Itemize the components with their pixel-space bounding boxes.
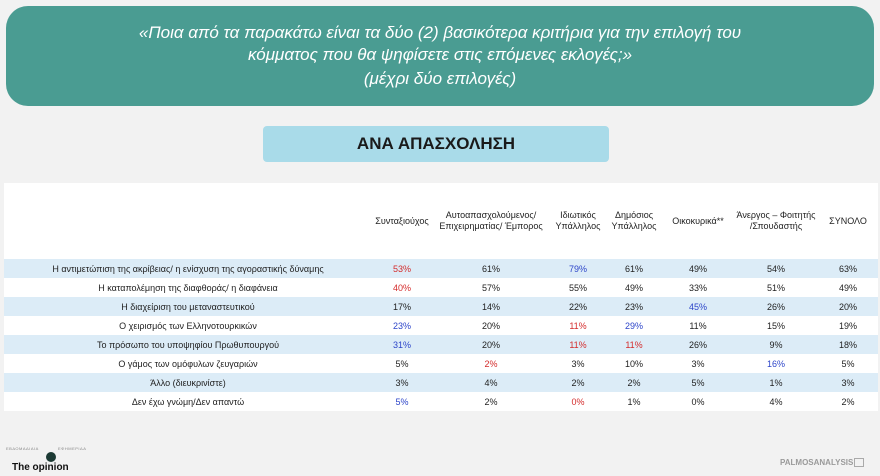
table-cell: 2% [571,377,585,388]
row-label: Δεν έχω γνώμη/Δεν απαντώ [131,396,245,407]
table-cell: 3% [691,358,705,369]
opinion-logo [6,446,126,474]
column-header: Ιδιωτικός Υπάλληλος [555,210,601,231]
column-header: Δημόσιος Υπάλληλος [611,210,657,231]
palmos-box-icon [854,458,864,467]
table-cell: 19% [838,320,857,331]
table-cell: 20% [481,339,500,350]
table-cell: 3% [395,377,409,388]
palmos-logo [780,458,864,467]
table-cell: 3% [571,358,585,369]
table-row [4,392,878,411]
logo-circle-icon [46,452,56,462]
table-cell: 17% [392,301,411,312]
table-row [4,316,878,335]
table-cell: 2% [484,358,498,369]
row-label: Άλλο (διευκρινίστε) [150,377,226,388]
table-header-row [4,183,878,259]
table-cell: 5% [395,358,409,369]
row-label: Ο χειρισμός των Ελληνοτουρκικών [119,320,257,331]
table-cell: 4% [484,377,498,388]
table-row [4,278,878,297]
table-cell: 18% [838,339,857,350]
logo-caption-a: ΕΒΔΟΜΑΔΙΑΙΑ [6,446,39,451]
table-cell: 55% [568,282,587,293]
table-cell: 26% [688,339,707,350]
table-cell: 22% [568,301,587,312]
row-label: Η διαχείριση του μεταναστευτικού [121,301,255,312]
column-header: ΣΥΝΟΛΟ [829,215,867,226]
table-cell: 20% [481,320,500,331]
table-cell: 11% [689,320,707,331]
palmos-logo-text: PALMOSANALYSIS [780,458,854,467]
logo-caption-b: ΕΦΗΜΕΡΙΔΑ [58,446,87,451]
table-cell: 79% [568,263,587,274]
table-cell: 10% [624,358,643,369]
column-header: Άνεργος – Φοιτητής /Σπουδαστής [736,210,816,231]
section-title: ΑΝΑ ΑΠΑΣΧΟΛΗΣΗ [263,126,609,162]
table-cell: 23% [624,301,643,312]
table-row [4,373,878,392]
table-cell: 3% [841,377,855,388]
table-row [4,335,878,354]
table-row [4,297,878,316]
question-line-1: «Ποια από τα παρακάτω είναι τα δύο (2) βασικότερα κριτήρια για την επιλογή του [138,23,742,42]
table-cell: 61% [624,263,643,274]
table-cell: 26% [766,301,785,312]
table-cell: 5% [841,358,855,369]
table-cell: 29% [624,320,643,331]
table-cell: 9% [769,339,783,350]
table-cell: 5% [395,396,409,407]
table-cell: 2% [627,377,641,388]
table-cell: 40% [392,282,411,293]
table-cell: 20% [838,301,857,312]
row-label: Η καταπολέμηση της διαφθοράς/ η διαφάνεια [98,282,278,293]
table-cell: 23% [392,320,411,331]
table-cell: 5% [691,377,705,388]
table-cell: 33% [688,282,707,293]
table-cell: 1% [769,377,783,388]
table-cell: 53% [392,263,411,274]
table-cell: 15% [766,320,785,331]
table-cell: 0% [691,396,705,407]
table-cell: 0% [571,396,585,407]
table-cell: 11% [625,339,643,350]
table-cell: 1% [627,396,641,407]
column-header: Συνταξιούχος [375,215,429,226]
table-cell: 14% [481,301,500,312]
results-table [4,183,878,411]
row-label: Το πρόσωπο του υποψηφίου Πρωθυπουργού [96,339,280,350]
table-cell: 11% [569,320,587,331]
table-cell: 31% [392,339,411,350]
table-cell: 45% [688,301,707,312]
header-blank [4,183,372,259]
row-label: Η αντιμετώπιση της ακρίβειας/ η ενίσχυση της αγοραστικής δύναμης [52,263,324,274]
table-cell: 54% [766,263,785,274]
table-cell: 49% [838,282,857,293]
results-table-container [4,183,878,411]
table-cell: 51% [766,282,785,293]
table-cell: 4% [769,396,783,407]
column-header: Αυτοαπασχολούμενος/ Επιχειρηματίας/ Έμπορος [439,210,543,231]
table-body [4,259,878,411]
table-cell: 49% [688,263,707,274]
logo-text: The opinion [12,462,69,473]
table-cell: 57% [481,282,500,293]
table-cell: 63% [838,263,857,274]
question-line-2: κόμματος που θα ψηφίσετε στις επόμενες εκλογές;» [247,45,633,64]
question-subtitle: (μέχρι δύο επιλογές) [363,69,517,88]
table-row [4,259,878,278]
table-row [4,354,878,373]
question-banner [6,6,874,106]
table-cell: 11% [569,339,587,350]
column-header: Οικοκυρικά** [672,215,724,226]
table-cell: 61% [481,263,500,274]
table-cell: 2% [841,396,855,407]
row-label: Ο γάμος των ομόφυλων ζευγαριών [118,358,258,369]
table-cell: 2% [484,396,498,407]
table-cell: 49% [624,282,643,293]
table-cell: 16% [766,358,785,369]
